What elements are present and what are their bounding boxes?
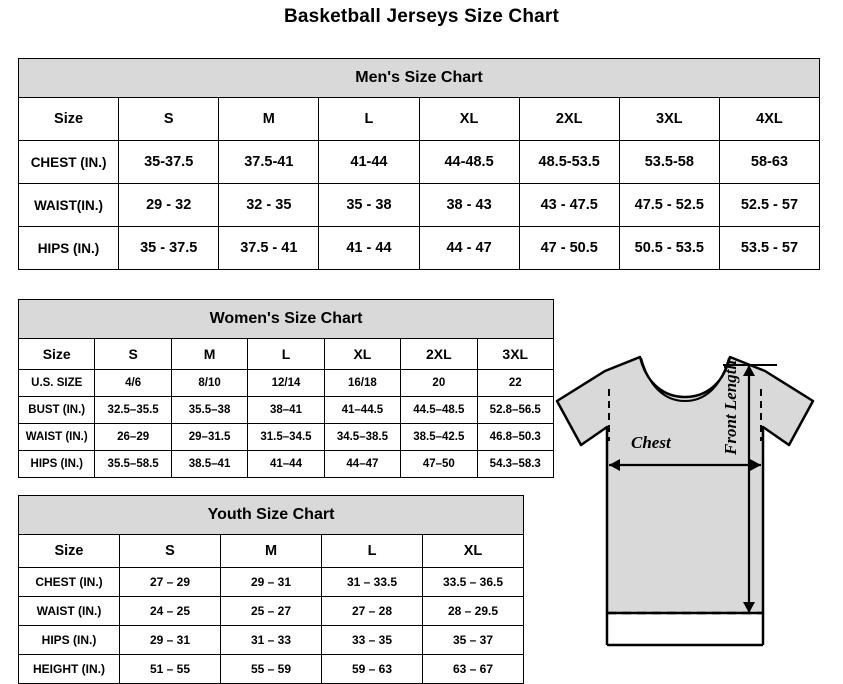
front-length-measurement-label: Front Length	[721, 360, 740, 455]
cell-bust-s: 32.5–35.5	[95, 397, 171, 424]
cell-waist-m: 29–31.5	[171, 424, 247, 451]
column-header-xl: XL	[423, 535, 524, 568]
table-row	[19, 597, 524, 626]
cell-chest-s: 35-37.5	[119, 141, 219, 184]
cell-us-size-l: 12/14	[248, 370, 324, 397]
cell-height-xl: 63 – 67	[423, 655, 524, 684]
cell-bust-xl: 41–44.5	[324, 397, 400, 424]
cell-chest-l: 41-44	[319, 141, 419, 184]
table-caption-row	[19, 300, 554, 339]
cell-waist-s: 29 - 32	[119, 184, 219, 227]
cell-hips-xl: 44–47	[324, 451, 400, 478]
cell-bust-3xl: 52.8–56.5	[477, 397, 553, 424]
column-header-3xl: 3XL	[619, 98, 719, 141]
jersey-outline-icon	[545, 345, 835, 675]
table-row	[19, 655, 524, 684]
womens-table-caption: Women's Size Chart	[19, 300, 554, 339]
cell-height-l: 59 – 63	[322, 655, 423, 684]
row-label-hips: HIPS (IN.)	[19, 227, 119, 270]
cell-hips-s: 35 - 37.5	[119, 227, 219, 270]
table-header-row	[19, 339, 554, 370]
table-row	[19, 424, 554, 451]
chest-measurement-label: Chest	[631, 433, 671, 452]
cell-hips-s: 35.5–58.5	[95, 451, 171, 478]
cell-chest-m: 37.5-41	[219, 141, 319, 184]
cell-waist-3xl: 47.5 - 52.5	[619, 184, 719, 227]
column-header-xl: XL	[324, 339, 400, 370]
row-label-hips: HIPS (IN.)	[19, 451, 95, 478]
cell-waist-l: 35 - 38	[319, 184, 419, 227]
cell-chest-m: 29 – 31	[221, 568, 322, 597]
cell-hips-3xl: 50.5 - 53.5	[619, 227, 719, 270]
column-header-4xl: 4XL	[719, 98, 819, 141]
table-row	[19, 626, 524, 655]
cell-hips-xl: 35 – 37	[423, 626, 524, 655]
mens-size-chart-table	[18, 58, 820, 270]
cell-chest-3xl: 53.5-58	[619, 141, 719, 184]
cell-waist-4xl: 52.5 - 57	[719, 184, 819, 227]
column-header-2xl: 2XL	[519, 98, 619, 141]
cell-us-size-3xl: 22	[477, 370, 553, 397]
table-row	[19, 451, 554, 478]
cell-hips-m: 38.5–41	[171, 451, 247, 478]
youth-size-chart-table	[18, 495, 524, 684]
cell-us-size-2xl: 20	[401, 370, 477, 397]
table-row	[19, 568, 524, 597]
youth-table-caption: Youth Size Chart	[19, 496, 524, 535]
column-header-l: L	[322, 535, 423, 568]
cell-hips-l: 41 - 44	[319, 227, 419, 270]
row-label-waist: WAIST (IN.)	[19, 597, 120, 626]
column-header-size: Size	[19, 98, 119, 141]
cell-chest-xl: 44-48.5	[419, 141, 519, 184]
cell-chest-2xl: 48.5-53.5	[519, 141, 619, 184]
shirt-measurement-diagram	[545, 345, 835, 675]
cell-waist-l: 31.5–34.5	[248, 424, 324, 451]
row-label-waist: WAIST (IN.)	[19, 424, 95, 451]
cell-waist-2xl: 38.5–42.5	[401, 424, 477, 451]
column-header-2xl: 2XL	[401, 339, 477, 370]
cell-height-m: 55 – 59	[221, 655, 322, 684]
mens-table-caption: Men's Size Chart	[19, 59, 820, 98]
cell-us-size-xl: 16/18	[324, 370, 400, 397]
column-header-size: Size	[19, 535, 120, 568]
cell-us-size-m: 8/10	[171, 370, 247, 397]
cell-hips-l: 33 – 35	[322, 626, 423, 655]
cell-waist-s: 26–29	[95, 424, 171, 451]
column-header-s: S	[95, 339, 171, 370]
column-header-m: M	[221, 535, 322, 568]
cell-chest-l: 31 – 33.5	[322, 568, 423, 597]
cell-hips-3xl: 54.3–58.3	[477, 451, 553, 478]
cell-hips-2xl: 47 - 50.5	[519, 227, 619, 270]
cell-hips-xl: 44 - 47	[419, 227, 519, 270]
row-label-hips: HIPS (IN.)	[19, 626, 120, 655]
cell-waist-m: 25 – 27	[221, 597, 322, 626]
cell-waist-xl: 38 - 43	[419, 184, 519, 227]
cell-bust-2xl: 44.5–48.5	[401, 397, 477, 424]
cell-us-size-s: 4/6	[95, 370, 171, 397]
cell-hips-2xl: 47–50	[401, 451, 477, 478]
cell-hips-4xl: 53.5 - 57	[719, 227, 819, 270]
column-header-3xl: 3XL	[477, 339, 553, 370]
table-caption-row	[19, 59, 820, 98]
cell-chest-4xl: 58-63	[719, 141, 819, 184]
row-label-waist: WAIST(IN.)	[19, 184, 119, 227]
table-header-row	[19, 98, 820, 141]
row-label-chest: CHEST (IN.)	[19, 141, 119, 184]
column-header-s: S	[120, 535, 221, 568]
table-row	[19, 141, 820, 184]
cell-hips-s: 29 – 31	[120, 626, 221, 655]
row-label-bust: BUST (IN.)	[19, 397, 95, 424]
table-caption-row	[19, 496, 524, 535]
cell-chest-xl: 33.5 – 36.5	[423, 568, 524, 597]
cell-waist-m: 32 - 35	[219, 184, 319, 227]
cell-chest-s: 27 – 29	[120, 568, 221, 597]
cell-waist-xl: 34.5–38.5	[324, 424, 400, 451]
column-header-l: L	[319, 98, 419, 141]
table-row	[19, 227, 820, 270]
row-label-height: HEIGHT (IN.)	[19, 655, 120, 684]
cell-bust-m: 35.5–38	[171, 397, 247, 424]
table-row	[19, 397, 554, 424]
cell-hips-m: 37.5 - 41	[219, 227, 319, 270]
cell-waist-2xl: 43 - 47.5	[519, 184, 619, 227]
womens-size-chart-table	[18, 299, 554, 478]
cell-waist-l: 27 – 28	[322, 597, 423, 626]
table-row	[19, 370, 554, 397]
cell-waist-xl: 28 – 29.5	[423, 597, 524, 626]
cell-bust-l: 38–41	[248, 397, 324, 424]
cell-hips-l: 41–44	[248, 451, 324, 478]
column-header-s: S	[119, 98, 219, 141]
column-header-m: M	[219, 98, 319, 141]
row-label-us-size: U.S. SIZE	[19, 370, 95, 397]
table-header-row	[19, 535, 524, 568]
column-header-m: M	[171, 339, 247, 370]
column-header-xl: XL	[419, 98, 519, 141]
row-label-chest: CHEST (IN.)	[19, 568, 120, 597]
cell-waist-s: 24 – 25	[120, 597, 221, 626]
column-header-l: L	[248, 339, 324, 370]
column-header-size: Size	[19, 339, 95, 370]
table-row	[19, 184, 820, 227]
cell-height-s: 51 – 55	[120, 655, 221, 684]
cell-waist-3xl: 46.8–50.3	[477, 424, 553, 451]
page-title: Basketball Jerseys Size Chart	[283, 6, 560, 27]
cell-hips-m: 31 – 33	[221, 626, 322, 655]
